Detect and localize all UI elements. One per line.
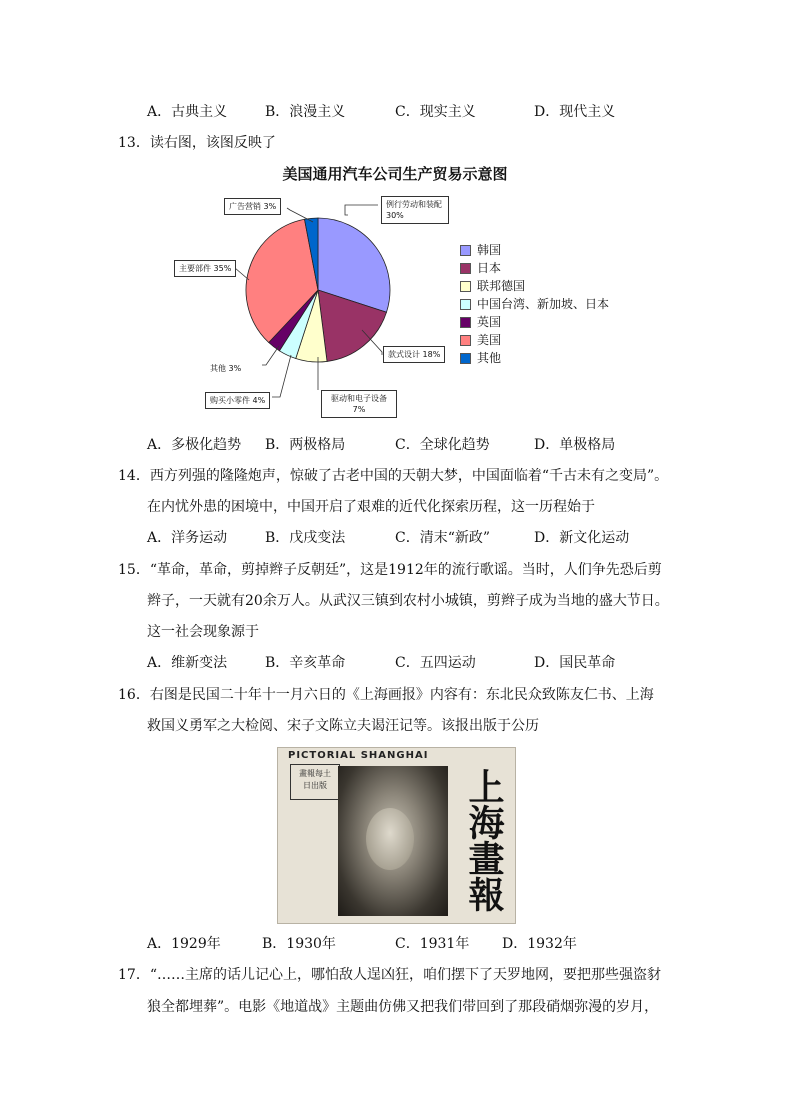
- legend-label: 日本: [477, 261, 502, 275]
- q16-option-c: C．1931年: [395, 936, 470, 952]
- legend-swatch: [460, 353, 471, 364]
- q13-option-a: A．多极化趋势: [147, 437, 242, 453]
- legend-label: 中国台湾、新加坡、日本: [477, 297, 610, 311]
- q15-option-d: D．国民革命: [534, 655, 616, 671]
- q15-option-b: B．辛亥革命: [265, 655, 346, 671]
- q14-option-d: D．新文化运动: [534, 530, 630, 546]
- legend-label: 联邦德国: [477, 279, 526, 293]
- q12-option-a: A．古典主义: [147, 104, 228, 120]
- q14-option-b: B．戊戌变法: [265, 530, 346, 546]
- legend-swatch: [460, 263, 471, 274]
- q16-stem-line2: 救国义勇军之大检阅、宋子文陈立夫谒汪记等。该报出版于公历: [147, 718, 539, 734]
- leader-line-assembly: [345, 205, 378, 215]
- chart-legend: [460, 241, 609, 367]
- q14-option-a: A．洋务运动: [147, 530, 228, 546]
- q17-stem-line2: 狼全都埋葬”。电影《地道战》主题曲仿佛又把我们带回到了那段硝烟弥漫的岁月，: [147, 999, 659, 1015]
- legend-item-taiwan-singapore-japan: [460, 295, 609, 313]
- legend-item-uk: [460, 313, 609, 331]
- newspaper-title: 上海畫報: [463, 768, 505, 912]
- legend-swatch: [460, 245, 471, 256]
- q12-option-d: D．现代主义: [534, 104, 616, 120]
- q15-option-c: C．五四运动: [395, 655, 476, 671]
- leader-line-main: [235, 268, 249, 280]
- leader-line-parts: [272, 355, 291, 397]
- callout-parts: 购买小零件 4%: [205, 392, 270, 409]
- q13-option-c: C．全球化趋势: [395, 437, 490, 453]
- callout-design: 款式设计 18%: [383, 346, 445, 363]
- q16-option-a: A．1929年: [147, 936, 221, 952]
- legend-swatch: [460, 317, 471, 328]
- q15-stem-line2: 辫子，一天就有20余万人。从武汉三镇到农村小城镇，剪辫子成为当地的盛大节日。: [147, 593, 669, 609]
- callout-ad: 广告营销 3%: [224, 198, 281, 215]
- q13-option-d: D．单极格局: [534, 437, 616, 453]
- legend-label: 英国: [477, 315, 502, 329]
- q13-stem: 13．读右图，该图反映了: [118, 135, 276, 151]
- newspaper-photo: [277, 747, 516, 924]
- q14-stem-line2: 在内忧外患的困境中，中国开启了艰难的近代化探索历程，这一历程始于: [147, 499, 595, 515]
- q12-option-c: C．现实主义: [395, 104, 476, 120]
- legend-swatch: [460, 281, 471, 292]
- legend-item-usa: [460, 331, 609, 349]
- callout-electronics: 驱动和电子设备 7%: [321, 390, 397, 418]
- q15-stem-line1: 15．“革命，革命，剪掉辫子反朝廷”，这是1912年的流行歌谣。当时，人们争先恐后剪: [118, 562, 662, 578]
- legend-label: 美国: [477, 333, 502, 347]
- legend-swatch: [460, 335, 471, 346]
- legend-item-korea: [460, 241, 609, 259]
- newspaper-masthead: PICTORIAL SHANGHAI: [288, 750, 429, 761]
- q16-option-d: D．1932年: [502, 936, 577, 952]
- callout-main: 主要部件 35%: [174, 260, 236, 277]
- legend-label: 韩国: [477, 243, 502, 257]
- q16-stem-line1: 16．右图是民国二十年十一月六日的《上海画报》内容有：东北民众致陈友仁书、上海: [118, 687, 654, 703]
- q13-option-b: B．两极格局: [265, 437, 346, 453]
- legend-item-other: [460, 349, 609, 367]
- q16-option-b: B．1930年: [262, 936, 336, 952]
- q17-stem-line1: 17．“……主席的话儿记心上，哪怕敌人逞凶狂，咱们摆下了天罗地网，要把那些强盗豺: [118, 967, 661, 983]
- q14-option-c: C．清末“新政”: [395, 530, 491, 546]
- q12-option-b: B．浪漫主义: [265, 104, 346, 120]
- newspaper-box: 畫報每土 日出版: [290, 764, 340, 800]
- q14-stem-line1: 14．西方列强的隆隆炮声，惊破了古老中国的天朝大梦，中国面临着“千古未有之变局”。: [118, 468, 669, 484]
- legend-item-japan: [460, 259, 609, 277]
- q15-option-a: A．维新变法: [147, 655, 228, 671]
- chart-title: 美国通用汽车公司生产贸易示意图: [282, 165, 508, 183]
- callout-other: 其他 3%: [210, 364, 242, 373]
- legend-item-west-germany: [460, 277, 609, 295]
- callout-assembly: 例行劳动和装配 30%: [381, 196, 449, 224]
- legend-label: 其他: [477, 351, 502, 365]
- q15-stem-line3: 这一社会现象源于: [147, 624, 259, 640]
- pie-chart: [160, 190, 460, 420]
- portrait-face: [366, 808, 414, 870]
- legend-swatch: [460, 299, 471, 310]
